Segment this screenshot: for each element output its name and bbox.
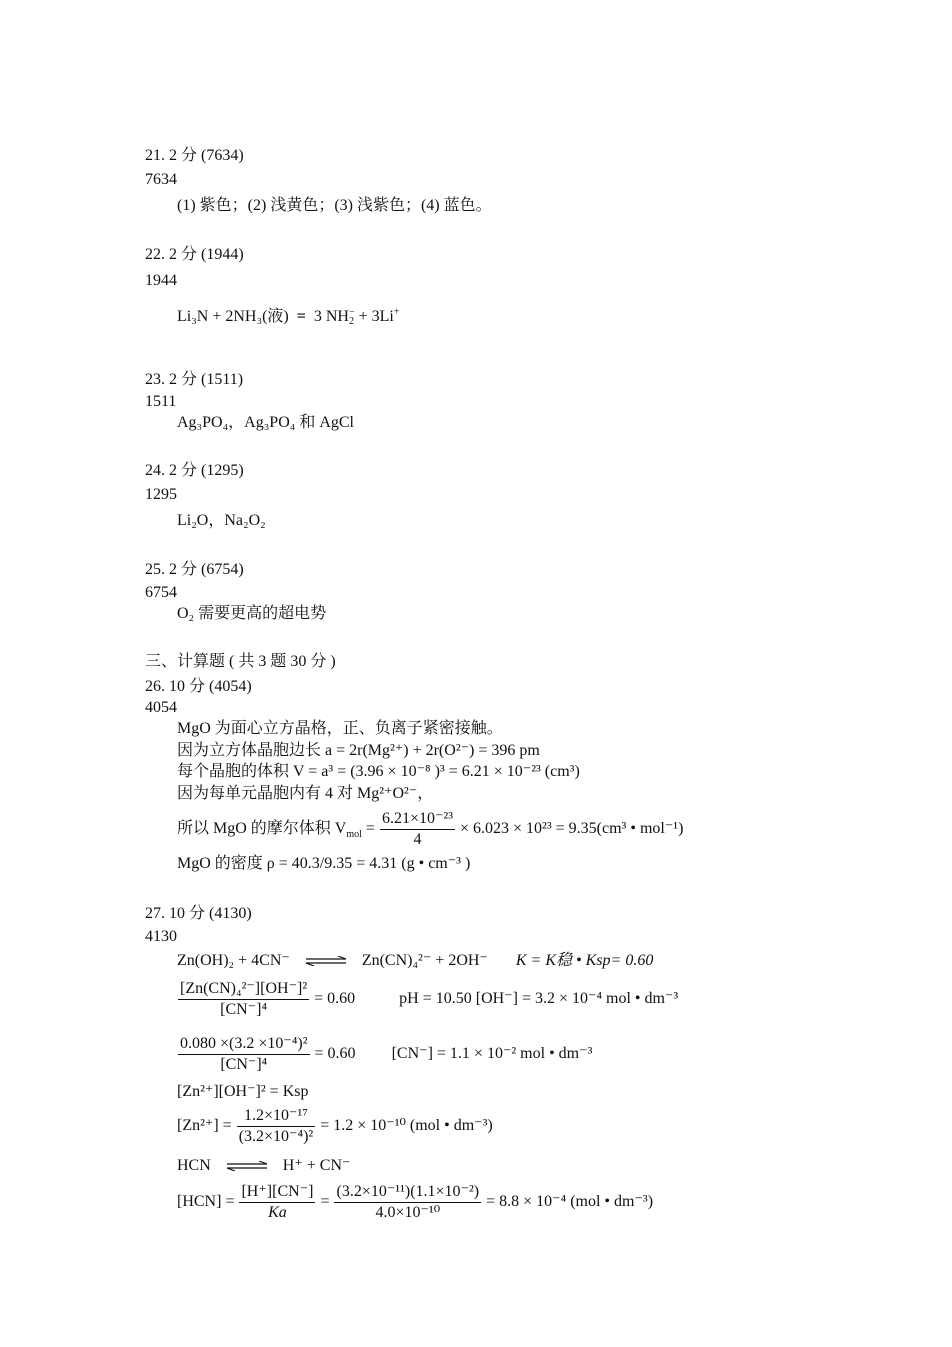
q25-header: 25. 2 分 (6754) [145, 561, 244, 578]
q22-eq-rhs2: + 3Li [358, 308, 394, 325]
q27-f3-rhs: = 1.2 × 10⁻¹⁰ (mol • dm⁻³) [320, 1117, 493, 1134]
q23-id: 1511 [145, 393, 177, 410]
q27-f1-numerator: [Zn(CN)₄²⁻][OH⁻]² [178, 979, 309, 1000]
q27-f4-numerator-2: (3.2×10⁻¹¹)(1.1×10⁻²) [334, 1182, 481, 1203]
q26-line3: 每个晶胞的体积 V = a³ = (3.96 × 10⁻⁸ )³ = 6.21 × 10⁻²³ (cm³) [177, 763, 580, 780]
q22-eq-sign: = [296, 308, 306, 325]
q25-id: 6754 [145, 584, 177, 601]
q27-f1-denominator: [CN⁻]⁴ [220, 1000, 268, 1018]
q27-fraction-2-line [177, 1032, 592, 1076]
q24-header: 24. 2 分 (1295) [145, 462, 244, 479]
q26-frac-denominator: 4 [413, 830, 422, 848]
q22-eq-lhs: Li₃N + 2NH₃(液) [177, 308, 289, 325]
q25-answer: O₂ 需要更高的超电势 [177, 605, 327, 622]
q27-f4-mid: = [320, 1193, 330, 1210]
q26-line5-post: × 6.023 × 10²³ = 9.35(cm³ • mol⁻¹) [460, 820, 684, 837]
q27-f1-rhs: = 0.60 [314, 990, 356, 1007]
q26-id: 4054 [145, 699, 177, 716]
q27-eq1-lhs: Zn(OH)₂ + 4CN⁻ [177, 952, 290, 969]
q24-id: 1295 [145, 486, 177, 503]
q26-line5-eq: = [361, 820, 375, 837]
q27-hcn-lhs: HCN [177, 1157, 211, 1174]
q26-line1: MgO 为面心立方晶格，正、负离子紧密接触。 [177, 720, 503, 737]
q27-f2-rhs: = 0.60 [314, 1045, 356, 1062]
q27-f3-lhs: [Zn²⁺] = [177, 1117, 232, 1134]
q27-header: 27. 10 分 (4130) [145, 905, 252, 922]
q26-header: 26. 10 分 (4054) [145, 678, 252, 695]
q26-line6: MgO 的密度 ρ = 40.3/9.35 = 4.31 (g • cm⁻³ ) [177, 855, 471, 872]
q26-line4: 因为每单元晶胞内有 4 对 Mg²⁺O²⁻， [177, 785, 434, 802]
q27-eq1-rhs: Zn(CN)₄²⁻ + 2OH⁻ [361, 952, 488, 969]
q26-molar-volume-fraction [380, 809, 455, 850]
q23-answer: Ag₃PO₄，Ag₃PO₄ 和 AgCl [177, 414, 355, 431]
q21-header: 21. 2 分 (7634) [145, 147, 244, 164]
q22-eq-rhs1-sub: 2 [348, 316, 354, 328]
q27-fraction-1 [178, 979, 309, 1020]
q27-f4-denominator-1: Ka [268, 1203, 287, 1221]
q22-eq-rhs1: 3 NH [313, 308, 349, 325]
equilibrium-arrow-icon [225, 1161, 269, 1171]
q27-fraction-2 [178, 1034, 310, 1075]
q27-id: 4130 [145, 928, 177, 945]
q22-eq-rhs2-sup: + [393, 306, 400, 318]
q27-f4-numerator-1: [H⁺][CN⁻] [239, 1182, 315, 1203]
q22-id: 1944 [145, 272, 177, 289]
q27-f2-denominator: [CN⁻]⁴ [220, 1055, 268, 1073]
q21-id: 7634 [145, 171, 177, 188]
q27-fraction-4-line [177, 1180, 653, 1224]
q22-eq-rhs1-sup: − [348, 307, 355, 319]
q26-line5-pre: 所以 MgO 的摩尔体积 V [177, 820, 347, 837]
equilibrium-arrow-icon [304, 956, 348, 966]
q22-header: 22. 2 分 (1944) [145, 246, 244, 263]
q26-line5 [177, 807, 683, 851]
q27-f2-numerator: 0.080 ×(3.2 ×10⁻⁴)² [178, 1034, 310, 1055]
q27-fraction-4a [239, 1182, 315, 1223]
q27-hcn-equilibrium [177, 1156, 350, 1176]
q26-frac-numerator: 6.21×10⁻²³ [380, 809, 455, 830]
q27-ksp-line: [Zn²⁺][OH⁻]² = Ksp [177, 1083, 309, 1100]
section3-title: 三、计算题 ( 共 3 题 30 分 ) [145, 653, 336, 670]
q27-hcn-rhs: H⁺ + CN⁻ [282, 1157, 351, 1174]
q27-fraction-4b [334, 1182, 481, 1223]
q27-fraction-3-line [177, 1104, 493, 1148]
q22-equation [177, 307, 400, 327]
q24-answer: Li₂O，Na₂O₂ [177, 512, 266, 529]
q27-f3-denominator: (3.2×10⁻⁴)² [238, 1127, 314, 1145]
q27-fraction-1-line [177, 977, 678, 1021]
q23-header: 23. 2 分 (1511) [145, 371, 244, 388]
q26-line5-sub: mol [346, 829, 362, 841]
q27-f3-numerator: 1.2×10⁻¹⁷ [237, 1106, 316, 1127]
q27-f2-note: [CN⁻] = 1.1 × 10⁻² mol • dm⁻³ [391, 1045, 593, 1062]
q26-line2: 因为立方体晶胞边长 a = 2r(Mg²⁺) + 2r(O²⁻) = 396 pm [177, 742, 540, 759]
q27-f4-denominator-2: 4.0×10⁻¹⁰ [375, 1203, 441, 1221]
q21-answer: (1) 紫色；(2) 浅黄色；(3) 浅紫色；(4) 蓝色。 [177, 197, 492, 214]
q27-f1-note: pH = 10.50 [OH⁻] = 3.2 × 10⁻⁴ mol • dm⁻³ [399, 990, 679, 1007]
q27-equilibrium-1 [177, 951, 653, 971]
q27-eq1-k: K = K稳 • Ksp= 0.60 [515, 952, 654, 969]
q27-f4-rhs: = 8.8 × 10⁻⁴ (mol • dm⁻³) [486, 1193, 654, 1210]
q27-f4-lhs: [HCN] = [177, 1193, 235, 1210]
q27-fraction-3 [237, 1106, 316, 1147]
